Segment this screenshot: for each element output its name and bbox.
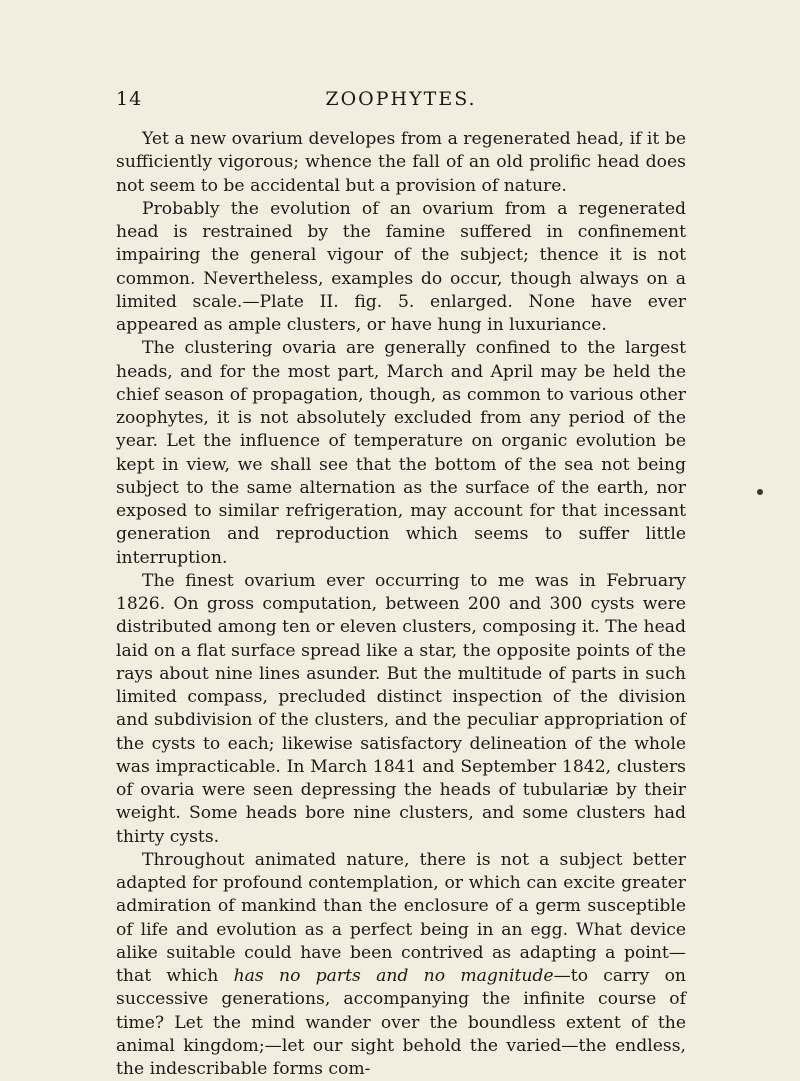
paragraph: The finest ovarium ever occurring to me was in February 1826. On gross computation, between 200 and 300 cysts were distributed among ten or eleven clusters, composing it. The head laid on a flat surface spread like a star, the opposite points of the rays about nine lines asunder. But the multitude of parts in such limited compass, precluded distinct inspection of the division and subdivision of the clusters, and the peculiar appropriation of the cysts to each; likewise satisfactory delineation of the whole was impracticable. In March 1841 and September 1842, clusters of ovaria were seen depressing the heads of tubulariæ by their weight. Some heads bore nine clusters, and some clusters had thirty cysts.: [116, 570, 686, 847]
ink-spot: [757, 489, 763, 495]
page-number: 14: [116, 88, 143, 110]
paragraph: [116, 849, 686, 1081]
paragraph: Yet a new ovarium developes from a regenerated head, if it be sufficiently vigorous; whence the fall of an old prolific head does not seem to be accidental but a provision of nature.: [116, 129, 686, 196]
paragraph-text: Throughout animated nature, there is not a subject better adapted for profound contemplation, or which can excite greater admiration of mankind than the enclosure of a germ susceptible of life and evolution as a perfect being in an egg. What device alike suitable could have been contrived as adapting a point—that which: [116, 849, 686, 986]
body-text: [116, 128, 686, 1081]
paragraph: Probably the evolution of an ovarium from a regenerated head is restrained by the famine suffered in confinement impairing the general vigour of the subject; thence it is not common. Nevertheless, examples do occur, though always on a limited scale.—Plate II. fig. 5. enlarged. None have ever appeared as ample clusters, or have hung in luxuriance.: [116, 198, 686, 335]
paragraph-text: —to carry on successive generations, accompanying the infinite course of time? Let the mind wander over the boundless extent of the animal kingdom;—let our sight behold the varied—the endless, the indescribable forms com-: [116, 966, 686, 1079]
page-header: [116, 88, 686, 112]
italic-phrase: has no parts and no magnitude: [233, 966, 554, 986]
running-title: ZOOPHYTES.: [325, 88, 477, 110]
paragraph: The clustering ovaria are generally confined to the largest heads, and for the most part, March and April may be held the chief season of propagation, though, as common to various other zoophytes, it is not absolutely excluded from any period of the year. Let the influence of temperature on organic evolution be kept in view, we shall see that the bottom of the sea not being subject to the same alternation as the surface of the earth, nor exposed to similar refrigeration, may account for that incessant generation and reproduction which seems to suffer little interruption.: [116, 338, 686, 568]
